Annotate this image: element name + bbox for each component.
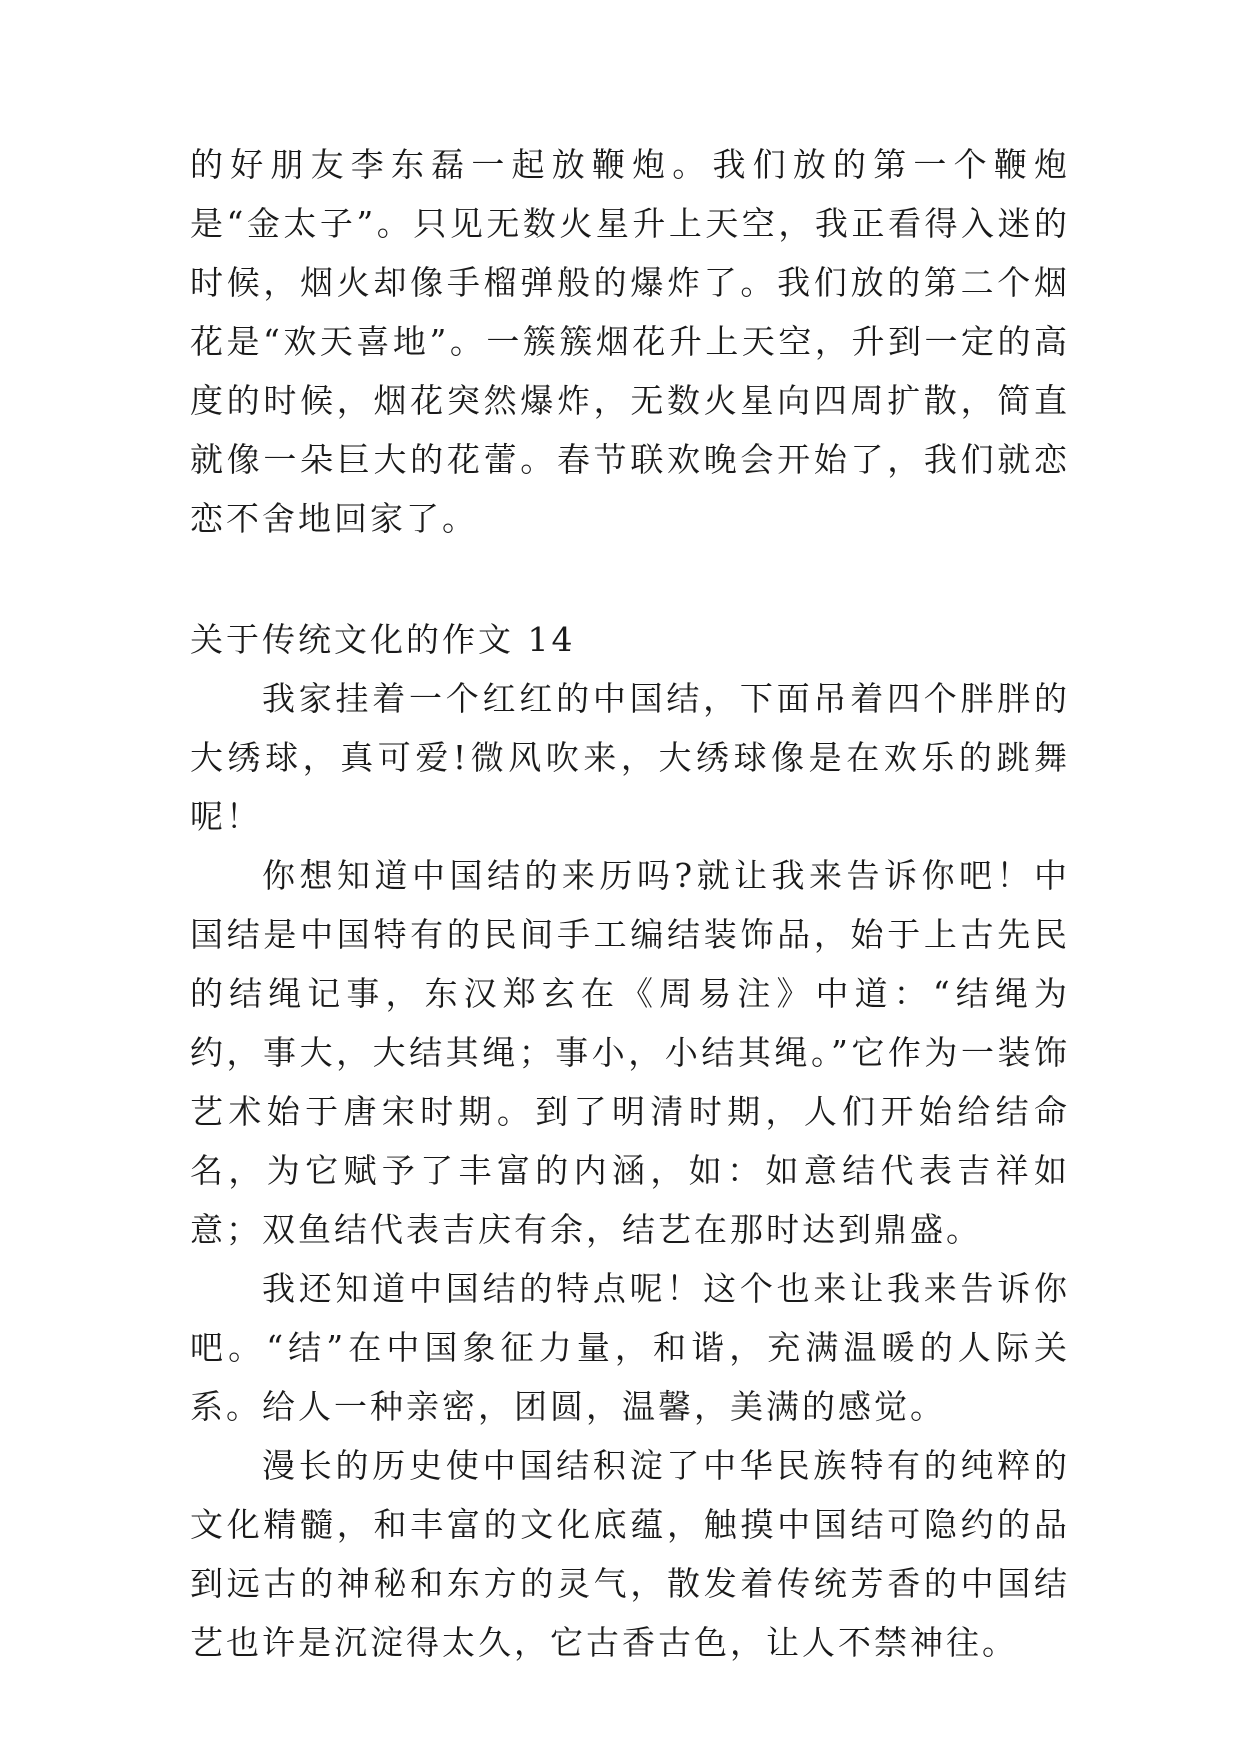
body-paragraph-2: 你想知道中国结的来历吗?就让我来告诉你吧！中国结是中国特有的民间手工编结装饰品，始于上古先民的结绳记事，东汉郑玄在《周易注》中道：“结绳为约，事大，大结其绳；事小，小结其绳。”它作为一装饰艺术始于唐宋时期。到了明清时期，人们开始给结命名，为它赋予了丰富的内涵，如：如意结代表吉祥如意；双鱼结代表吉庆有余，结艺在那时达到鼎盛。 [190, 856, 1070, 1249]
section-title: 关于传统文化的作文 14 [190, 620, 576, 659]
section-gap [190, 548, 1070, 610]
body-paragraph-3: 我还知道中国结的特点呢！这个也来让我来告诉你吧。“结”在中国象征力量，和谐，充满温暖的人际关系。给人一种亲密，团圆，温馨，美满的感觉。 [190, 1269, 1070, 1426]
body-paragraph-4: 漫长的历史使中国结积淀了中华民族特有的纯粹的文化精髓，和丰富的文化底蕴，触摸中国结可隐约的品到远古的神秘和东方的灵气，散发着传统芳香的中国结艺也许是沉淀得太久，它古香古色，让人不禁神往。 [190, 1446, 1070, 1662]
continuation-paragraph: 的好朋友李东磊一起放鞭炮。我们放的第一个鞭炮是“金太子”。只见无数火星升上天空，我正看得入迷的时候，烟火却像手榴弹般的爆炸了。我们放的第二个烟花是“欢天喜地”。一簇簇烟花升上天空，升到一定的高度的时候，烟花突然爆炸，无数火星向四周扩散，简直就像一朵巨大的花蕾。春节联欢晚会开始了，我们就恋恋不舍地回家了。 [190, 145, 1070, 538]
document-page [190, 135, 1070, 1672]
body-paragraph-1: 我家挂着一个红红的中国结，下面吊着四个胖胖的大绣球，真可爱!微风吹来，大绣球像是在欢乐的跳舞呢！ [190, 679, 1070, 836]
